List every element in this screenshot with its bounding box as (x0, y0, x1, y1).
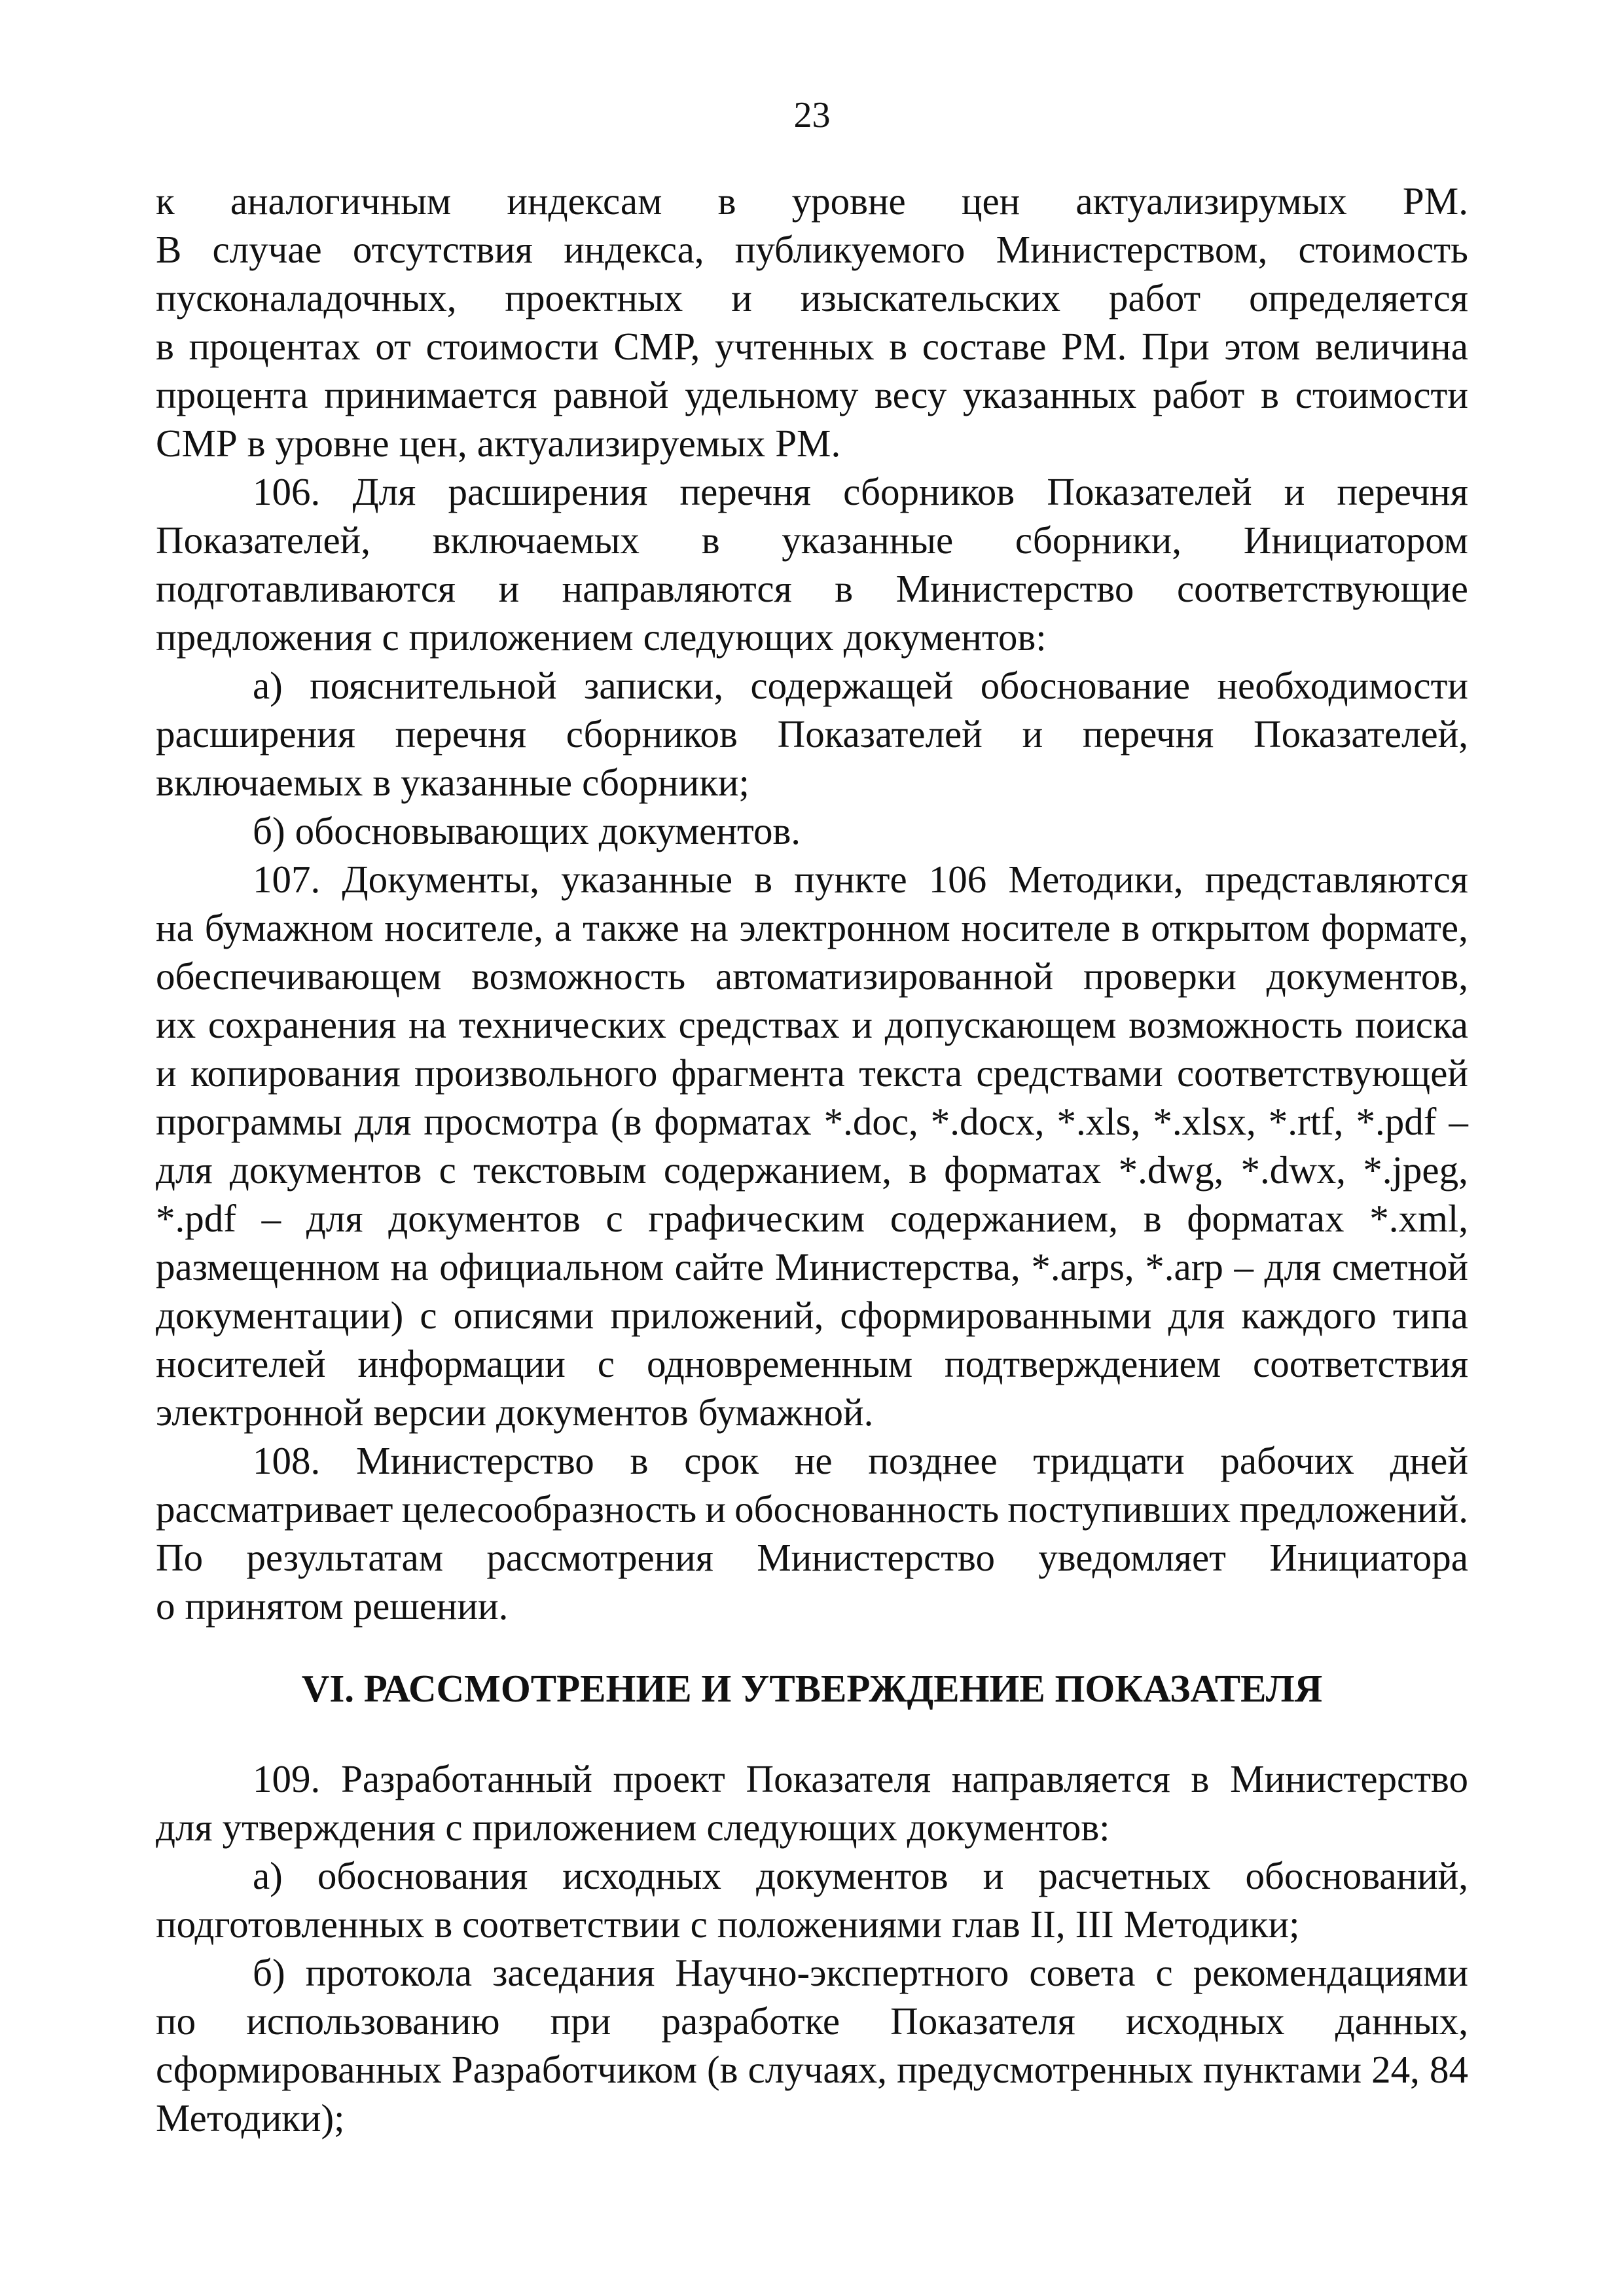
text-line: 106. Для расширения перечня сборников Показателей и перечня (253, 470, 1468, 513)
text-line: их сохранения на технических средствах и допускающем возможность поиска (156, 1003, 1468, 1046)
text-line: В случае отсутствия индекса, публикуемого Министерством, стоимость (156, 228, 1468, 271)
text-line: на бумажном носителе, а также на электронном носителе в открытом формате, (156, 906, 1468, 949)
paragraph (156, 807, 1468, 855)
text-line: о принятом решении. (156, 1584, 509, 1628)
text-line: для утверждения с приложением следующих документов: (156, 1806, 1110, 1849)
text-line: документации) с описями приложений, сформированными для каждого типа (156, 1294, 1468, 1337)
text-section-after-heading (156, 1755, 1468, 2142)
text-line: 107. Документы, указанные в пункте 106 Методики, представляются (253, 858, 1468, 901)
paragraph (156, 1851, 1468, 1948)
text-line: пусконаладочных, проектных и изыскательских работ определяется (156, 276, 1468, 319)
paragraph (156, 1948, 1468, 2142)
paragraph (156, 855, 1468, 1436)
text-line: электронной версии документов бумажной. (156, 1391, 874, 1434)
text-line: носителей информации с одновременным подтверждением соответствия (156, 1342, 1468, 1385)
text-line: *.pdf – для документов с графическим содержанием, в форматах *.xml, (156, 1197, 1468, 1240)
text-line: подготовленных в соответствии с положениями глав II, III Методики; (156, 1903, 1300, 1946)
text-line: для документов с текстовым содержанием, в форматах *.dwg, *.dwx, *.jpeg, (156, 1148, 1468, 1192)
section-heading: VI. РАССМОТРЕНИЕ И УТВЕРЖДЕНИЕ ПОКАЗАТЕЛЯ (301, 1667, 1323, 1710)
document-body (156, 177, 1468, 2142)
text-line: включаемых в указанные сборники; (156, 761, 749, 804)
text-line: процента принимается равной удельному весу указанных работ в стоимости (156, 373, 1468, 416)
text-line: Методики); (156, 2096, 345, 2140)
page-number: 23 (793, 95, 831, 136)
text-line: по использованию при разработке Показателя исходных данных, (156, 1999, 1468, 2043)
text-line: программы для просмотра (в форматах *.doc, *.docx, *.xls, *.xlsx, *.rtf, *.pdf – (156, 1100, 1468, 1143)
text-line: расширения перечня сборников Показателей и перечня Показателей, (156, 712, 1468, 756)
paragraph (156, 1436, 1468, 1630)
text-line: 108. Министерство в срок не позднее тридцати рабочих дней (253, 1439, 1468, 1482)
text-line: б) обосновывающих документов. (253, 809, 801, 852)
text-line: б) протокола заседания Научно-экспертного совета с рекомендациями (253, 1951, 1468, 1994)
text-line: рассматривает целесообразность и обоснованность поступивших предложений. (156, 1487, 1468, 1531)
paragraph (156, 661, 1468, 807)
text-line: в процентах от стоимости СМР, учтенных в составе РМ. При этом величина (156, 325, 1468, 368)
text-line: СМР в уровне цен, актуализируемых РМ. (156, 422, 841, 465)
text-line: предложения с приложением следующих документов: (156, 615, 1047, 659)
text-line: подготавливаются и направляются в Министерство соответствующие (156, 567, 1468, 610)
paragraph (156, 1755, 1468, 1851)
text-line: обеспечивающем возможность автоматизированной проверки документов, (156, 955, 1468, 998)
text-line: к аналогичным индексам в уровне цен актуализирумых РМ. (156, 179, 1468, 223)
text-line: а) пояснительной записки, содержащей обоснование необходимости (253, 664, 1468, 707)
text-line: сформированных Разработчиком (в случаях, предусмотренных пунктами 24, 84 (156, 2048, 1468, 2091)
text-line: Показателей, включаемых в указанные сборники, Инициатором (156, 519, 1468, 562)
text-line: По результатам рассмотрения Министерство уведомляет Инициатора (156, 1536, 1468, 1579)
text-line: и копирования произвольного фрагмента текста средствами соответствующей (156, 1051, 1468, 1095)
text-line: 109. Разработанный проект Показателя направляется в Министерство (253, 1757, 1468, 1800)
paragraph (156, 467, 1468, 661)
text-section-before-heading (156, 177, 1468, 1630)
text-line: размещенном на официальном сайте Министерства, *.arps, *.arp – для сметной (156, 1245, 1468, 1288)
paragraph (156, 177, 1468, 467)
text-line: а) обоснования исходных документов и расчетных обоснований, (253, 1854, 1468, 1897)
